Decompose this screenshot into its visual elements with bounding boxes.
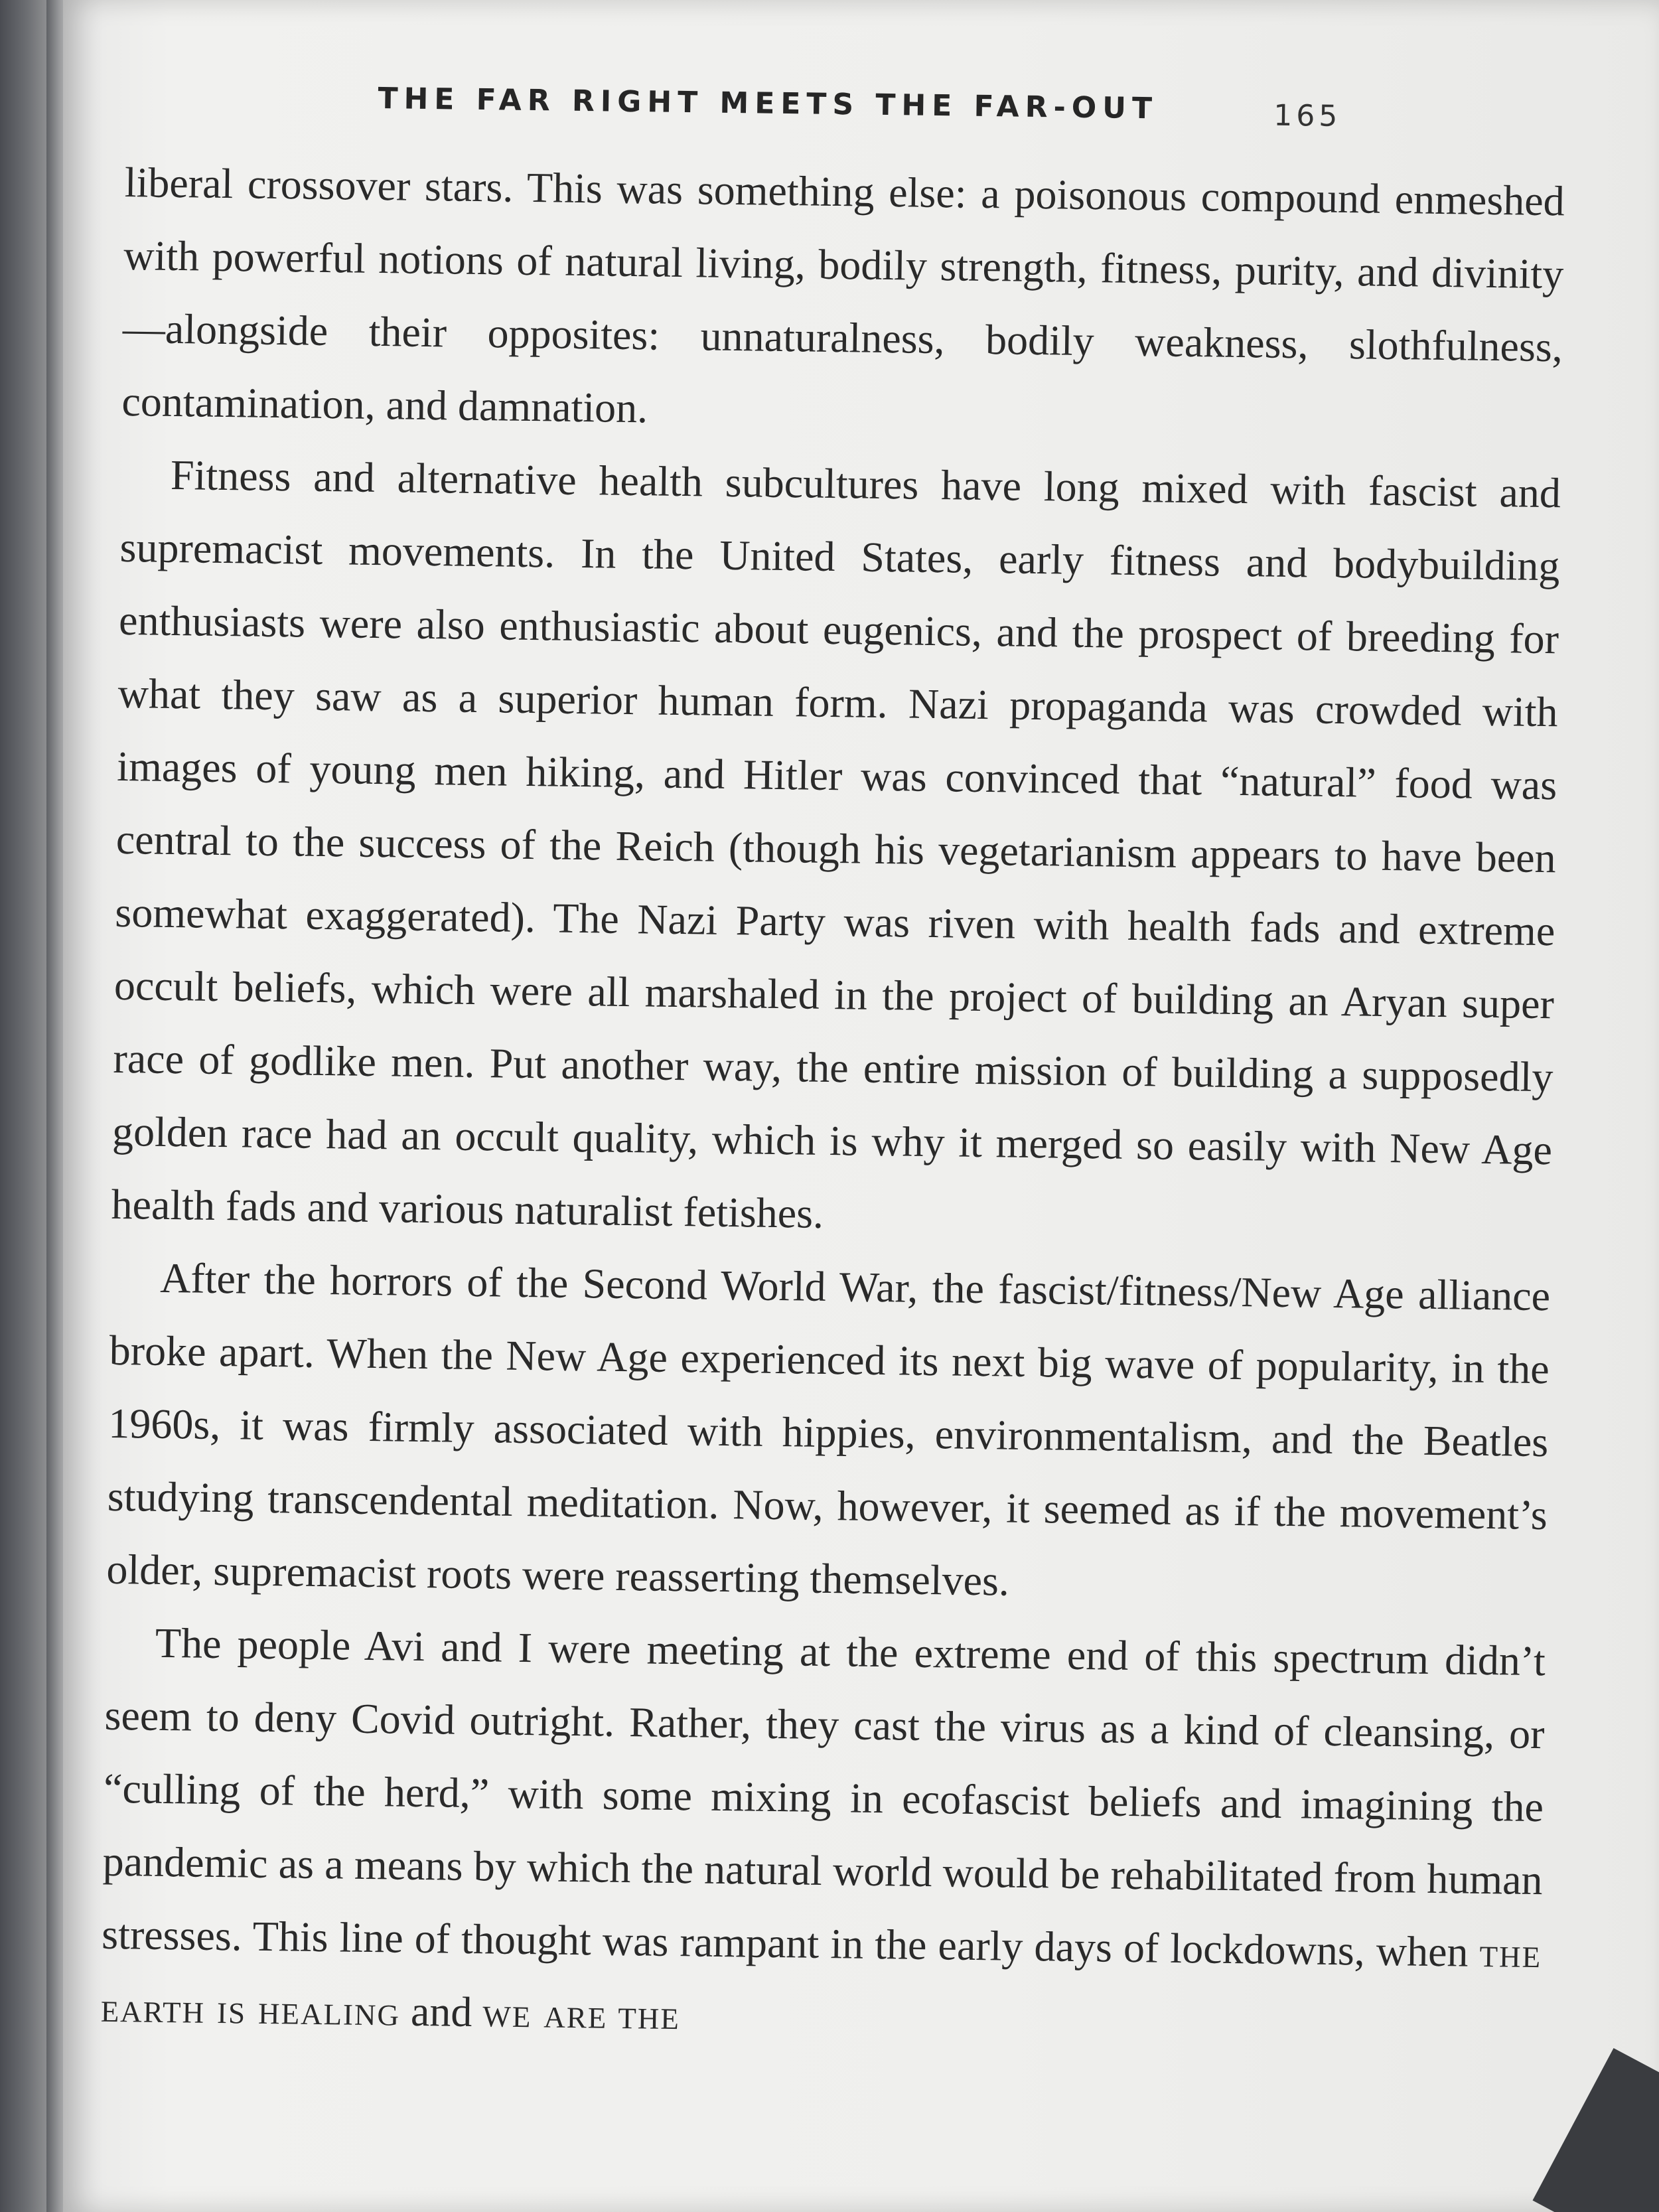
paragraph-4 <box>100 1606 1546 2063</box>
running-head-title: THE FAR RIGHT MEETS THE FAR-OUT <box>378 81 1159 126</box>
page-text-block <box>100 73 1566 2063</box>
small-caps-phrase-1: the earth is healing <box>100 1928 1542 2035</box>
paragraph-1: liberal crossover stars. This was something else: a poisonous compound enmeshed with powerful notions of natural living, bodily strength, fitness, purity, and divinity—alongside their opposites: unnaturalness, bodily weakness, slothfulness, contamination, and damnation. <box>121 158 1565 432</box>
small-caps-phrase-2: we are <box>482 1988 608 2037</box>
paragraph-4-text: The people Avi and I were meeting at the extreme end of this spectrum didn’t seem to deny Covid outright. Rather, they cast the virus as a kind of cleansing, or “culling of the herd,” with some mixing in ecofascist beliefs and imagining the pandemic as a means by which the natural world would be rehabilitated from human stresses. This line of thought was rampant in the early days of lockdowns, when <box>101 1619 1546 1976</box>
cut-off-word: the <box>617 1990 681 2039</box>
paragraph-4-connector: and <box>410 1987 472 2036</box>
paragraph-2: Fitness and alternative health subcultures have long mixed with fascist and supremacist movements. In the United States, early fitness and bodybuilding enthusiasts were also enthusiastic about eugenics, and the prospect of breeding for what they saw as a superior human form. Nazi propaganda was crowded with images of young men hiking, and Hitler was convinced that “natural” food was central to the success of the Reich (though his vegetarianism appears to have been somewhat exaggerated). The Nazi Party was riven with health fads and extreme occult beliefs, which were all marshaled in the project of building an Aryan super race of godlike men. Put another way, the entire mission of building a supposedly golden race had an occult quality, which is why it merged so easily with New Age health fads and various naturalist fetishes. <box>111 451 1561 1237</box>
paragraph-3: After the horrors of the Second World War, the fascist/fitness/New Age alliance broke apart. When the New Age experienced its next big wave of popularity, in the 1960s, it was firmly associated with hippies, environmentalism, and the Beatles studying transcendental meditation. Now, however, it seemed as if the movement’s older, supremacist roots were reasserting themselves. <box>106 1254 1551 1605</box>
shadow-corner <box>1533 2048 1659 2212</box>
page-number: 165 <box>1273 98 1342 133</box>
